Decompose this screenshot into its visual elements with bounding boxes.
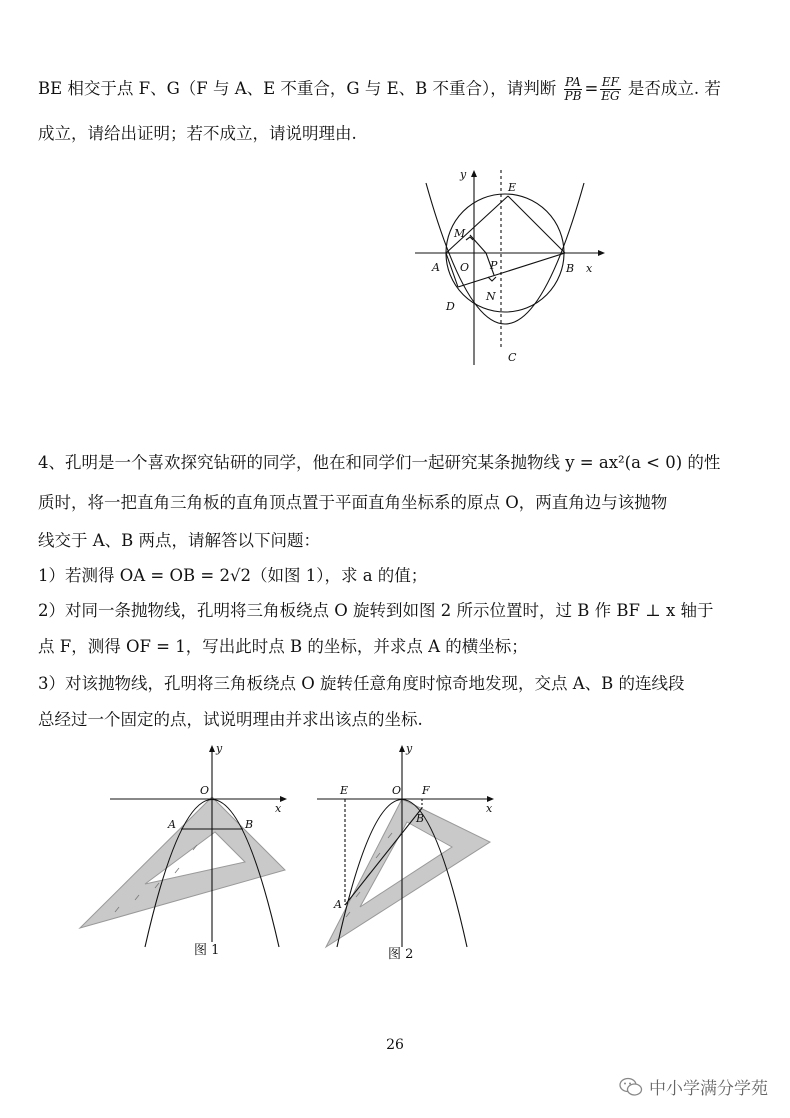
fig1-label-b: B — [245, 818, 254, 831]
figure-2-caption: 图 2 — [388, 947, 414, 962]
prev-line1-post: 是否成立. 若 — [627, 79, 721, 98]
segment-ae — [446, 196, 508, 253]
page-number: 26 — [386, 1037, 404, 1053]
label-y: y — [460, 168, 467, 181]
fig2-label-o: O — [392, 784, 402, 797]
problem4-line2: 质时，将一把直角三角板的直角顶点置于平面直角坐标系的原点 O，两直角边与该抛物 — [38, 493, 668, 512]
figure-2 — [312, 742, 502, 952]
triangle-ruler-1 — [80, 797, 285, 928]
label-a: A — [432, 261, 440, 274]
frac2-den: EG — [601, 89, 620, 103]
fig1-label-y: y — [216, 742, 223, 755]
prev-problem-line1 — [38, 76, 721, 103]
label-x: x — [586, 262, 593, 275]
circle-parabola-figure — [410, 165, 610, 370]
label-c: C — [508, 351, 517, 364]
problem4-line3: 线交于 A、B 两点，请解答以下问题： — [38, 531, 321, 550]
label-e: E — [508, 181, 517, 194]
right-angle-n — [488, 277, 496, 281]
fig1-label-x: x — [275, 802, 282, 815]
label-d: D — [446, 300, 455, 313]
figure-1-caption: 图 1 — [194, 943, 220, 958]
fraction-ef-eg — [600, 76, 620, 103]
fig2-label-e: E — [340, 784, 349, 797]
question-2a: 2）对同一条抛物线，孔明将三角板绕点 O 旋转到如图 2 所示位置时，过 B 作 BF ⊥ x 轴于 — [38, 601, 714, 620]
prev-line1-pre: BE 相交于点 F、G（F 与 A、E 不重合，G 与 E、B 不重合），请判断 — [38, 79, 557, 98]
problem4-line1: 4、孔明是一个喜欢探究钻研的同学，他在和同学们一起研究某条抛物线 y = ax²(a < 0) 的性 — [38, 453, 721, 472]
label-o: O — [460, 261, 470, 274]
label-m: M — [454, 227, 466, 240]
label-p: P — [490, 259, 498, 272]
watermark-text: 中小学满分学苑 — [649, 1079, 768, 1099]
question-3a: 3）对该抛物线，孔明将三角板绕点 O 旋转任意角度时惊奇地发现，交点 A、B 的连线段 — [38, 674, 685, 693]
figure-1 — [75, 742, 295, 957]
fig2-label-x: x — [486, 802, 493, 815]
label-n: N — [486, 290, 496, 303]
fig1-label-o: O — [200, 784, 210, 797]
question-1: 1）若测得 OA = OB = 2√2（如图 1），求 a 的值； — [38, 566, 428, 585]
wechat-icon — [619, 1076, 643, 1098]
watermark — [619, 1074, 768, 1099]
triangle-ruler-2 — [326, 799, 490, 947]
fig1-label-a: A — [168, 818, 176, 831]
frac1-den: PB — [564, 89, 582, 103]
fig2-label-y: y — [406, 742, 413, 755]
prev-problem-line2: 成立，请给出证明；若不成立，请说明理由. — [38, 124, 357, 143]
fraction-pa-pb — [564, 76, 583, 103]
fig2-label-f: F — [422, 784, 430, 797]
fig2-label-b: B — [416, 812, 425, 825]
question-3b: 总经过一个固定的点，试说明理由并求出该点的坐标. — [38, 710, 423, 729]
frac2-num: EF — [601, 75, 619, 89]
equals-sign: = — [584, 79, 599, 98]
fig2-label-a: A — [334, 898, 342, 911]
frac1-num: PA — [565, 75, 581, 89]
question-2b: 点 F，测得 OF = 1，写出此时点 B 的坐标，并求点 A 的横坐标； — [38, 637, 528, 656]
segment-pm — [470, 235, 486, 253]
label-b: B — [566, 262, 575, 275]
